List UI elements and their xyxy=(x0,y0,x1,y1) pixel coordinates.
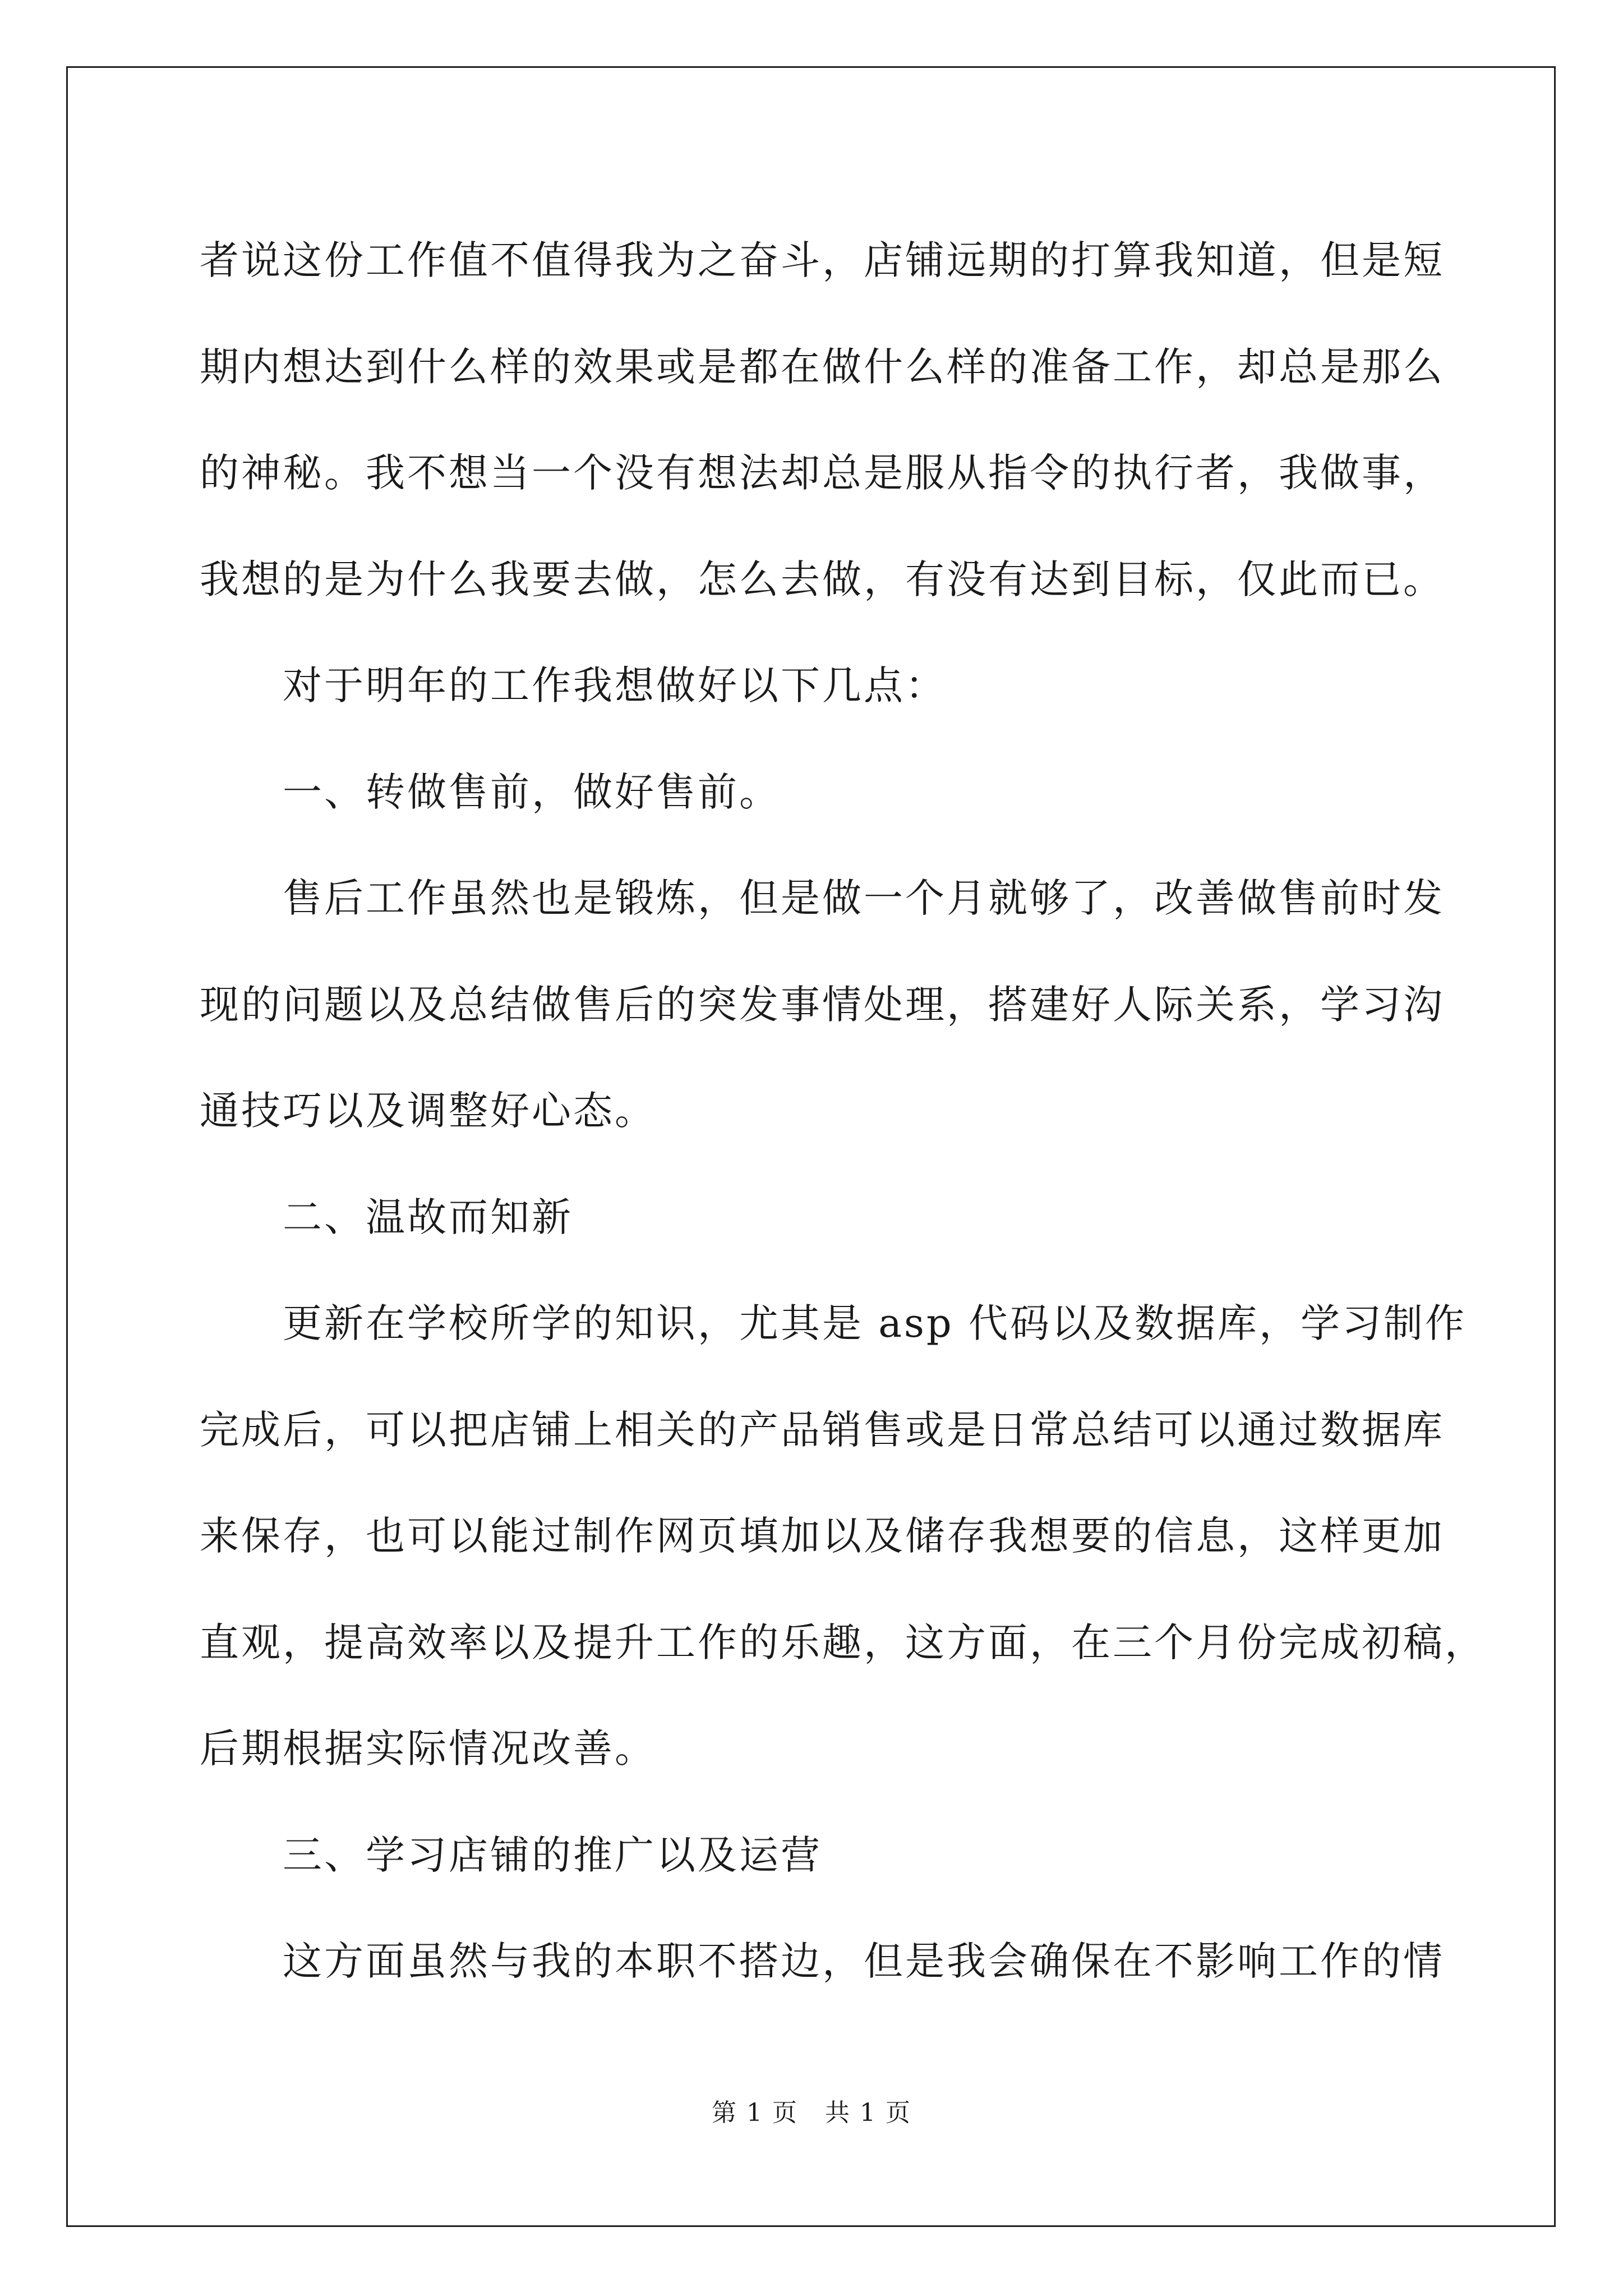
text-line: 的神秘。我不想当一个没有想法却总是服从指令的执行者，我做事， xyxy=(200,450,1445,496)
text-line: 三、学习店铺的推广以及运营 xyxy=(283,1832,822,1878)
text-line: 来保存，也可以能过制作网页填加以及储存我想要的信息，这样更加 xyxy=(200,1513,1445,1559)
text-line: 通技巧以及调整好心态。 xyxy=(200,1088,656,1134)
text-line: 一、转做售前，做好售前。 xyxy=(283,769,781,815)
page-number-footer: 第 1 页 共 1 页 xyxy=(712,2099,911,2127)
text-line: 对于明年的工作我想做好以下几点： xyxy=(283,662,947,708)
text-line: 这方面虽然与我的本职不搭边，但是我会确保在不影响工作的情 xyxy=(283,1938,1445,1984)
text-line: 更新在学校所学的知识，尤其是 asp 代码以及数据库，学习制作 xyxy=(283,1300,1467,1346)
text-line: 二、温故而知新 xyxy=(283,1194,573,1240)
text-line: 完成后，可以把店铺上相关的产品销售或是日常总结可以通过数据库 xyxy=(200,1406,1445,1453)
text-line: 我想的是为什么我要去做，怎么去做，有没有达到目标，仅此而已。 xyxy=(200,556,1445,602)
text-line: 者说这份工作值不值得我为之奋斗，店铺远期的打算我知道，但是短 xyxy=(200,237,1445,283)
document-body xyxy=(200,208,1486,2015)
text-line: 后期根据实际情况改善。 xyxy=(200,1726,656,1772)
text-line: 现的问题以及总结做售后的突发事情处理，搭建好人际关系，学习沟 xyxy=(200,981,1445,1028)
text-line: 直观，提高效率以及提升工作的乐趣，这方面，在三个月份完成初稿， xyxy=(200,1619,1486,1665)
text-line: 售后工作虽然也是锻炼，但是做一个月就够了，改善做售前时发 xyxy=(283,875,1445,921)
text-line: 期内想达到什么样的效果或是都在做什么样的准备工作，却总是那么 xyxy=(200,343,1445,390)
